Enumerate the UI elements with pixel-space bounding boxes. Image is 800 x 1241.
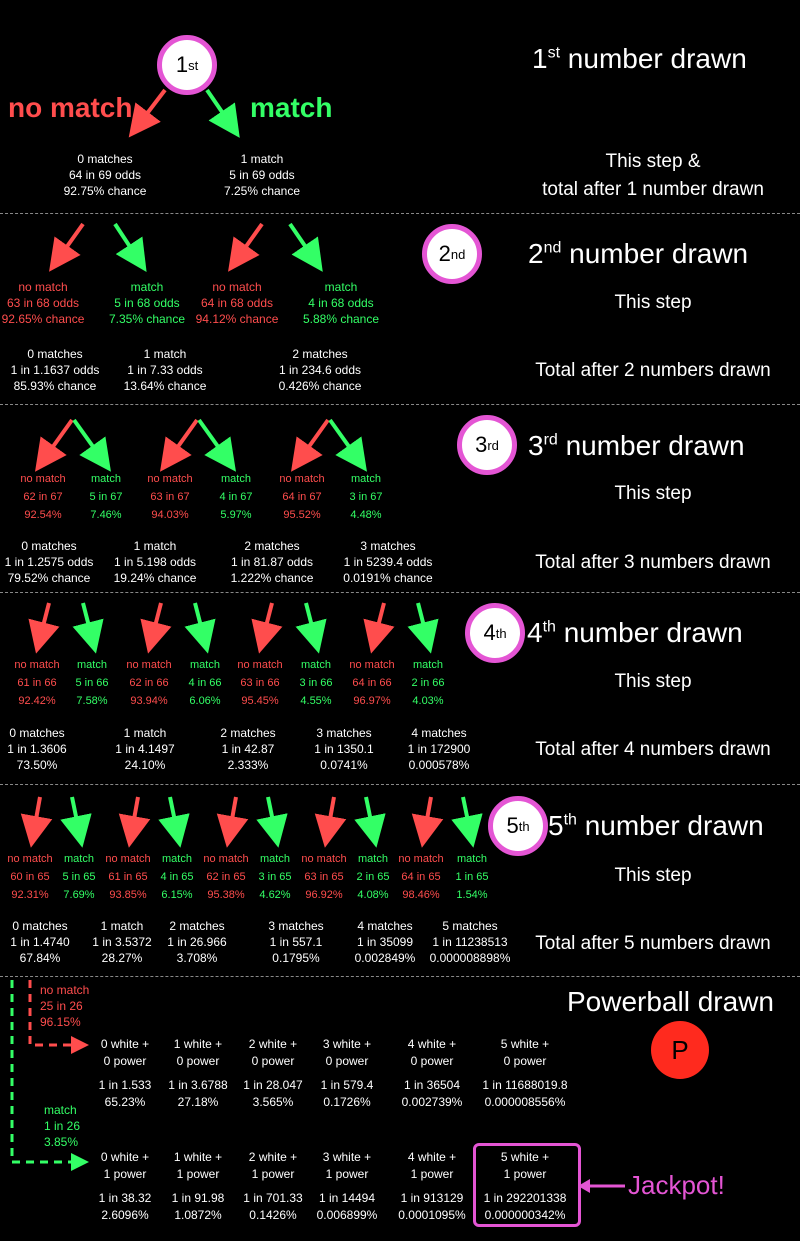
step5-branch-label: no match bbox=[398, 853, 444, 865]
powerball-cell-line: 2.6096% bbox=[101, 1208, 149, 1222]
step4-branch-label: no match bbox=[14, 659, 60, 671]
step5-total-line: 0.002849% bbox=[354, 951, 416, 965]
step4-branch-chance: 93.94% bbox=[130, 695, 168, 707]
step3-total-line: 1.222% chance bbox=[230, 571, 314, 585]
step1-result-match: 1 match 5 in 69 odds 7.25% chance bbox=[223, 152, 301, 198]
powerball-cell-line: 1 in 292201338 bbox=[483, 1191, 567, 1205]
step1-no-match-label: no match bbox=[8, 92, 133, 123]
step5-branch-chance: 96.92% bbox=[305, 889, 343, 901]
step4-total-line: 2.333% bbox=[227, 758, 269, 772]
step2-arrow bbox=[290, 224, 316, 262]
step5-branch-chance: 1.54% bbox=[456, 889, 488, 901]
step5-total-line: 0.000008898% bbox=[429, 951, 511, 965]
powerball-cell-line: 1 in 913129 bbox=[400, 1191, 464, 1205]
step5-branch-label: match bbox=[64, 853, 94, 865]
powerball-ball: P bbox=[651, 1021, 709, 1079]
step4-total-line: 1 in 172900 bbox=[407, 742, 471, 756]
step2-branch-label: match bbox=[130, 280, 164, 294]
step4-branch-chance: 95.45% bbox=[241, 695, 279, 707]
powerball-cell-line: 1 power bbox=[176, 1167, 220, 1181]
step3-branch-chance: 94.03% bbox=[151, 509, 189, 521]
step3-arrow bbox=[330, 420, 360, 462]
step3-total-line: 1 in 1.2575 odds bbox=[4, 555, 94, 569]
step4-total-line: 0 matches bbox=[9, 726, 65, 740]
powerball-cell-line: 1 power bbox=[103, 1167, 147, 1181]
step5-branch-odds: 62 in 65 bbox=[206, 871, 246, 883]
step2-title: 2nd number drawn bbox=[528, 238, 749, 269]
step2-ball: 2 nd bbox=[422, 224, 482, 284]
step4-branch-chance: 4.03% bbox=[412, 695, 444, 707]
step2-arrow bbox=[115, 224, 140, 262]
powerball-cell-line: 1 white + bbox=[173, 1037, 223, 1051]
powerball-cell-line: 0 power bbox=[251, 1054, 295, 1068]
step2-total-line: 1 in 1.1637 odds bbox=[10, 363, 100, 377]
step5-ball: 5 th bbox=[488, 796, 548, 856]
step4-branch-label: match bbox=[301, 659, 331, 671]
step5-total-line: 3 matches bbox=[268, 919, 324, 933]
step5-branch-odds: 1 in 65 bbox=[455, 871, 489, 883]
step5-branch-label: match bbox=[457, 853, 487, 865]
step4-total-line: 4 matches bbox=[411, 726, 467, 740]
step3-total-line: 1 match bbox=[133, 539, 177, 553]
powerball-title: Powerball drawn bbox=[567, 986, 774, 1017]
step2-branch-label: match bbox=[324, 280, 358, 294]
powerball-cell-line: 4 white + bbox=[407, 1150, 457, 1164]
step5-total-line: 5 matches bbox=[442, 919, 498, 933]
step5-total-line: 0.1795% bbox=[272, 951, 320, 965]
powerball-cell-line: 0.1426% bbox=[249, 1208, 297, 1222]
step2-total-line: 13.64% chance bbox=[123, 379, 207, 393]
jackpot-label: Jackpot! bbox=[628, 1170, 725, 1200]
step3-branch-label: no match bbox=[147, 473, 193, 485]
step5-branch-odds: 60 in 65 bbox=[10, 871, 50, 883]
step5-branch-label: no match bbox=[105, 853, 151, 865]
step5-branch-label: match bbox=[358, 853, 388, 865]
step5-branch-chance: 93.85% bbox=[109, 889, 147, 901]
step3-branch-odds: 63 in 67 bbox=[150, 491, 190, 503]
powerball-match: match 1 in 26 3.85% bbox=[44, 1103, 81, 1149]
step4-branch-chance: 4.55% bbox=[300, 695, 332, 707]
step1-no-match-arrow bbox=[136, 90, 165, 128]
step5-arrow bbox=[424, 797, 431, 836]
step3-total-line: 1 in 5.198 odds bbox=[113, 555, 197, 569]
step3-branch-chance: 95.52% bbox=[283, 509, 321, 521]
powerball-cell-line: 0 power bbox=[503, 1054, 547, 1068]
step1-total-label: This step & total after 1 number drawn bbox=[542, 151, 764, 200]
powerball-cell-line: 0.002739% bbox=[401, 1095, 463, 1109]
powerball-cell-line: 0 power bbox=[176, 1054, 220, 1068]
powerball-cell-line: 1 in 91.98 bbox=[171, 1191, 225, 1205]
powerball-cell-line: 0.000000342% bbox=[484, 1208, 566, 1222]
step2-branch-odds: 63 in 68 odds bbox=[6, 296, 80, 310]
step5-total-line: 1 in 11238513 bbox=[432, 935, 508, 949]
step2-branch-odds: 64 in 68 odds bbox=[200, 296, 274, 310]
step2-branch-label: no match bbox=[212, 280, 262, 294]
step3-branch-chance: 4.48% bbox=[350, 509, 382, 521]
step3-branch-label: no match bbox=[279, 473, 325, 485]
step2-branch-chance: 7.35% chance bbox=[108, 312, 186, 326]
step5-branch-chance: 4.08% bbox=[357, 889, 389, 901]
powerball-cell-line: 1.0872% bbox=[174, 1208, 222, 1222]
step3-branch-chance: 5.97% bbox=[220, 509, 252, 521]
step5-arrow bbox=[327, 797, 334, 836]
step4-total-line: 1 match bbox=[123, 726, 167, 740]
step3-branch-chance: 7.46% bbox=[90, 509, 122, 521]
powerball-cell-line: 0.006899% bbox=[316, 1208, 378, 1222]
step4-arrow bbox=[262, 603, 272, 642]
step3-total-line: 0.0191% chance bbox=[343, 571, 433, 585]
step5-total-line: 1 in 557.1 bbox=[269, 935, 323, 949]
step4-ball: 4 th bbox=[465, 603, 525, 663]
step5-branch-odds: 63 in 65 bbox=[304, 871, 344, 883]
powerball-cell-line: 0.1726% bbox=[323, 1095, 371, 1109]
step3-this-step: This step bbox=[614, 483, 692, 504]
step3-arrow bbox=[42, 420, 72, 462]
step3-total-line: 19.24% chance bbox=[113, 571, 197, 585]
step2-total-line: 85.93% chance bbox=[13, 379, 97, 393]
step4-branch-odds: 2 in 66 bbox=[411, 677, 445, 689]
step5-total-line: 1 in 35099 bbox=[356, 935, 414, 949]
powerball-cell-line: 27.18% bbox=[177, 1095, 219, 1109]
step2-branch-chance: 94.12% chance bbox=[195, 312, 279, 326]
powerball-cell-line: 1 in 14494 bbox=[318, 1191, 376, 1205]
step5-arrow bbox=[170, 797, 178, 836]
powerball-cell-line: 4 white + bbox=[407, 1037, 457, 1051]
powerball-cell-line: 3 white + bbox=[322, 1037, 372, 1051]
step3-arrow bbox=[167, 420, 197, 462]
step3-total-line: 3 matches bbox=[360, 539, 416, 553]
step4-branch-chance: 7.58% bbox=[76, 695, 108, 707]
powerball-match-path bbox=[12, 980, 80, 1162]
step4-title: 4th number drawn bbox=[527, 617, 743, 648]
step5-arrow bbox=[229, 797, 236, 836]
step5-branch-label: match bbox=[260, 853, 290, 865]
step2-this-step: This step bbox=[614, 292, 692, 313]
step5-branch-label: match bbox=[162, 853, 192, 865]
powerball-cell-line: 1 in 28.047 bbox=[243, 1078, 303, 1092]
step4-total-line: 24.10% bbox=[124, 758, 166, 772]
step5-branch-odds: 3 in 65 bbox=[258, 871, 292, 883]
step3-branch-chance: 92.54% bbox=[24, 509, 62, 521]
step4-arrow bbox=[39, 603, 49, 642]
step4-this-step: This step bbox=[614, 671, 692, 692]
step4-total-line: 2 matches bbox=[220, 726, 276, 740]
step4-branch-odds: 62 in 66 bbox=[129, 677, 169, 689]
step4-total-line: 73.50% bbox=[16, 758, 58, 772]
step3-branch-label: match bbox=[351, 473, 381, 485]
step4-branch-chance: 96.97% bbox=[353, 695, 391, 707]
powerball-cell-line: 0 white + bbox=[100, 1150, 150, 1164]
step5-total-line: 0 matches bbox=[12, 919, 68, 933]
step1-match-arrow bbox=[207, 90, 233, 128]
step3-branch-label: match bbox=[221, 473, 251, 485]
step5-branch-odds: 64 in 65 bbox=[401, 871, 441, 883]
step5-total-line: 3.708% bbox=[176, 951, 218, 965]
step5-total-line: 1 in 3.5372 bbox=[92, 935, 152, 949]
step5-branch-chance: 7.69% bbox=[63, 889, 95, 901]
step3-branch-label: no match bbox=[20, 473, 66, 485]
powerball-cell-line: 0.0001095% bbox=[398, 1208, 466, 1222]
step5-branch-chance: 92.31% bbox=[11, 889, 49, 901]
powerball-cell-line: 3 white + bbox=[322, 1150, 372, 1164]
powerball-cell-line: 0 power bbox=[410, 1054, 454, 1068]
step4-total-line: 1 in 1.3606 bbox=[7, 742, 67, 756]
step3-total-line: 79.52% chance bbox=[7, 571, 91, 585]
powerball-cell-line: 1 power bbox=[325, 1167, 369, 1181]
step4-branch-label: no match bbox=[237, 659, 283, 671]
step3-branch-odds: 5 in 67 bbox=[89, 491, 123, 503]
step5-arrow bbox=[72, 797, 80, 836]
step3-total-label: Total after 3 numbers drawn bbox=[535, 552, 771, 573]
powerball-cell-line: 1 power bbox=[503, 1167, 547, 1181]
step1-match-label: match bbox=[250, 92, 333, 123]
step5-branch-chance: 4.62% bbox=[259, 889, 291, 901]
step1-ball: 1 st bbox=[157, 35, 217, 95]
step4-total-line: 0.0741% bbox=[320, 758, 368, 772]
powerball-cell-line: 3.565% bbox=[252, 1095, 294, 1109]
step5-branch-odds: 61 in 65 bbox=[108, 871, 148, 883]
step5-branch-label: no match bbox=[7, 853, 53, 865]
step5-this-step: This step bbox=[614, 865, 692, 886]
step4-branch-chance: 6.06% bbox=[189, 695, 221, 707]
step5-total-line: 4 matches bbox=[357, 919, 413, 933]
step4-branch-odds: 61 in 66 bbox=[17, 677, 57, 689]
powerball-cell-line: 1 power bbox=[410, 1167, 454, 1181]
step5-branch-odds: 5 in 65 bbox=[62, 871, 96, 883]
step4-total-label: Total after 4 numbers drawn bbox=[535, 739, 771, 760]
step5-branch-label: no match bbox=[203, 853, 249, 865]
powerball-cell-line: 0.000008556% bbox=[484, 1095, 566, 1109]
step4-total-line: 1 in 42.87 bbox=[221, 742, 275, 756]
powerball-cell-line: 2 white + bbox=[248, 1037, 298, 1051]
step4-total-line: 0.000578% bbox=[408, 758, 470, 772]
step3-arrow bbox=[298, 420, 328, 462]
powerball-cell-line: 1 in 579.4 bbox=[320, 1078, 374, 1092]
step5-total-line: 28.27% bbox=[101, 951, 143, 965]
step4-arrow bbox=[195, 603, 205, 642]
step4-total-line: 3 matches bbox=[316, 726, 372, 740]
step3-ball: 3 rd bbox=[457, 415, 517, 475]
step4-arrow bbox=[306, 603, 316, 642]
step5-branch-chance: 6.15% bbox=[161, 889, 193, 901]
step2-branch-chance: 92.65% chance bbox=[1, 312, 85, 326]
step5-total-line: 1 match bbox=[100, 919, 144, 933]
step5-arrow bbox=[463, 797, 471, 836]
step3-arrow bbox=[74, 420, 104, 462]
step2-branch-odds: 4 in 68 odds bbox=[308, 296, 374, 310]
powerball-cell-line: 0 power bbox=[325, 1054, 369, 1068]
step4-arrow bbox=[374, 603, 384, 642]
step5-total-line: 1 in 26.966 bbox=[167, 935, 227, 949]
step3-total-line: 0 matches bbox=[21, 539, 77, 553]
step5-total-label: Total after 5 numbers drawn bbox=[535, 933, 771, 954]
step5-branch-odds: 2 in 65 bbox=[356, 871, 390, 883]
powerball-no-match: no match 25 in 26 96.15% bbox=[40, 983, 90, 1029]
powerball-no-match-path bbox=[30, 980, 80, 1045]
step2-total-line: 0 matches bbox=[27, 347, 83, 361]
step5-branch-odds: 4 in 65 bbox=[160, 871, 194, 883]
step3-branch-odds: 3 in 67 bbox=[349, 491, 383, 503]
step5-arrow bbox=[366, 797, 374, 836]
step5-branch-chance: 98.46% bbox=[402, 889, 440, 901]
step2-total-line: 0.426% chance bbox=[278, 379, 362, 393]
step2-branch-label: no match bbox=[18, 280, 68, 294]
step4-branch-odds: 4 in 66 bbox=[188, 677, 222, 689]
step5-branch-chance: 95.38% bbox=[207, 889, 245, 901]
powerball-cell-line: 1 in 38.32 bbox=[98, 1191, 152, 1205]
step2-total-label: Total after 2 numbers drawn bbox=[535, 360, 771, 381]
step5-total-line: 67.84% bbox=[19, 951, 61, 965]
step4-branch-odds: 64 in 66 bbox=[352, 677, 392, 689]
step5-title: 5th number drawn bbox=[548, 810, 764, 841]
powerball-cell-line: 5 white + bbox=[500, 1037, 550, 1051]
step4-arrow bbox=[418, 603, 428, 642]
powerball-cell-line: 0 white + bbox=[100, 1037, 150, 1051]
powerball-cell-line: 0 power bbox=[103, 1054, 147, 1068]
step5-branch-label: no match bbox=[301, 853, 347, 865]
step2-total-line: 1 in 234.6 odds bbox=[278, 363, 362, 377]
step2-total-line: 1 match bbox=[143, 347, 187, 361]
step5-arrow bbox=[33, 797, 40, 836]
step4-total-line: 1 in 4.1497 bbox=[115, 742, 175, 756]
step4-branch-odds: 5 in 66 bbox=[75, 677, 109, 689]
powerball-cell-line: 1 power bbox=[251, 1167, 295, 1181]
step4-branch-label: no match bbox=[349, 659, 395, 671]
powerball-cell-line: 1 in 11688019.8 bbox=[482, 1078, 568, 1092]
step2-branch-odds: 5 in 68 odds bbox=[114, 296, 180, 310]
step5-arrow bbox=[268, 797, 276, 836]
step4-branch-label: match bbox=[190, 659, 220, 671]
powerball-cell-line: 1 in 36504 bbox=[403, 1078, 461, 1092]
step5-arrow bbox=[131, 797, 138, 836]
step5-total-line: 1 in 1.4740 bbox=[10, 935, 70, 949]
step3-total-line: 1 in 5239.4 odds bbox=[343, 555, 433, 569]
step4-total-line: 1 in 1350.1 bbox=[314, 742, 374, 756]
step1-result-no-match: 0 matches 64 in 69 odds 92.75% chance bbox=[63, 152, 147, 198]
step2-total-line: 2 matches bbox=[292, 347, 348, 361]
powerball-cell-line: 2 white + bbox=[248, 1150, 298, 1164]
step3-branch-odds: 64 in 67 bbox=[282, 491, 322, 503]
step2-arrow bbox=[56, 224, 83, 262]
step3-arrow bbox=[199, 420, 229, 462]
step2-arrow bbox=[235, 224, 262, 262]
step3-title: 3rd number drawn bbox=[528, 430, 745, 461]
jackpot-arrow-head bbox=[578, 1179, 590, 1193]
step2-total-line: 1 in 7.33 odds bbox=[127, 363, 203, 377]
step4-branch-label: match bbox=[77, 659, 107, 671]
step2-branch-chance: 5.88% chance bbox=[302, 312, 380, 326]
powerball-cell-line: 65.23% bbox=[104, 1095, 146, 1109]
powerball-cell-line: 1 in 1.533 bbox=[98, 1078, 152, 1092]
powerball-cell-line: 1 white + bbox=[173, 1150, 223, 1164]
step3-branch-odds: 62 in 67 bbox=[23, 491, 63, 503]
step4-branch-label: match bbox=[413, 659, 443, 671]
step4-arrow bbox=[151, 603, 161, 642]
powerball-cell-line: 1 in 3.6788 bbox=[168, 1078, 228, 1092]
step1-title: 1st number drawn bbox=[532, 43, 747, 74]
step4-branch-odds: 3 in 66 bbox=[299, 677, 333, 689]
step3-total-line: 2 matches bbox=[244, 539, 300, 553]
powerball-cell-line: 1 in 701.33 bbox=[243, 1191, 303, 1205]
step4-branch-chance: 92.42% bbox=[18, 695, 56, 707]
powerball-cell-line: 5 white + bbox=[500, 1150, 550, 1164]
step4-branch-label: no match bbox=[126, 659, 172, 671]
step5-total-line: 2 matches bbox=[169, 919, 225, 933]
step3-branch-odds: 4 in 67 bbox=[219, 491, 253, 503]
step3-branch-label: match bbox=[91, 473, 121, 485]
step4-arrow bbox=[83, 603, 93, 642]
step4-branch-odds: 63 in 66 bbox=[240, 677, 280, 689]
step3-total-line: 1 in 81.87 odds bbox=[230, 555, 314, 569]
